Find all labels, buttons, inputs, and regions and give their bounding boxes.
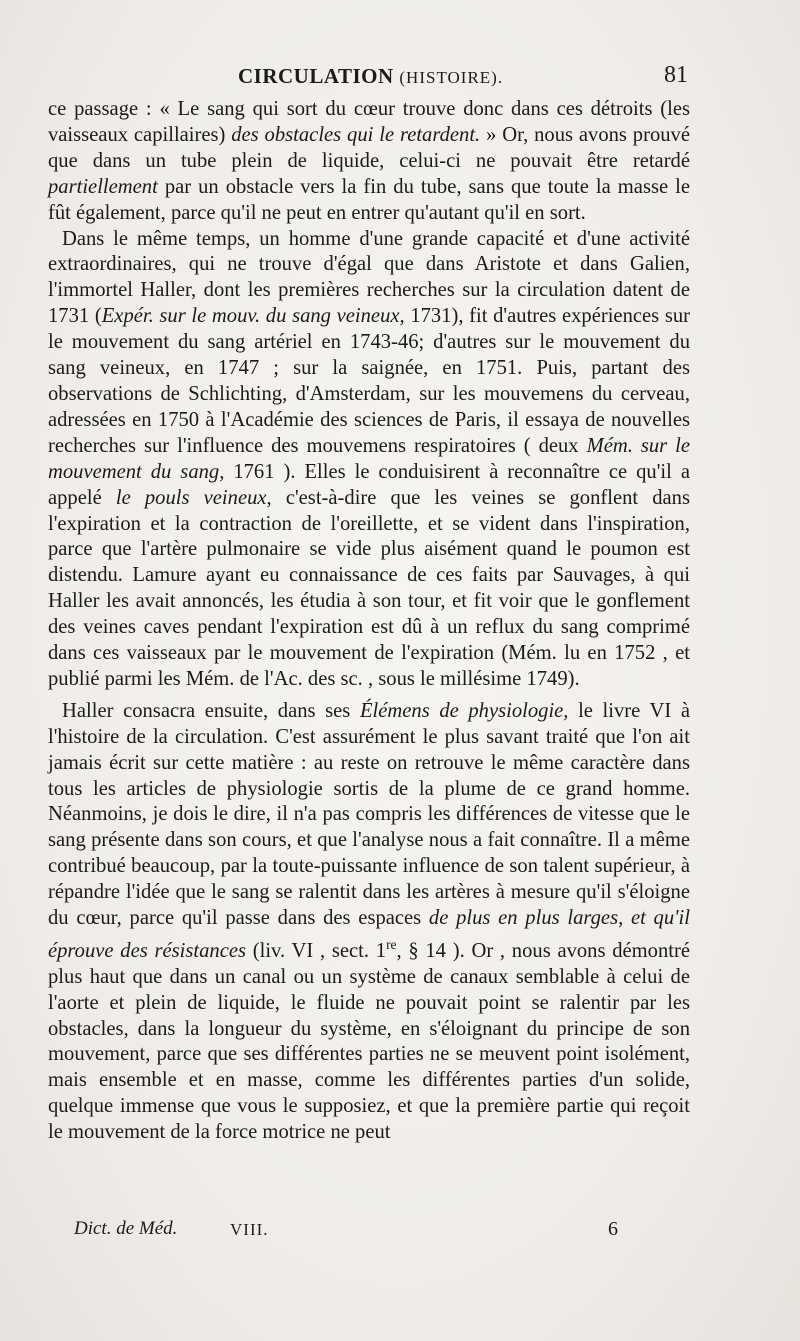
text-segment: le livre VI à l'histoire de la circulation. C'est assurément le plus savant traité que l'on ait jamais écrit sur cette matière : au reste on retrouve le même caractère dans tous les articles de physiologie sortis de la plume de ce grand homme. Néanmoins, je dois le dire, il n'a pas compris les différences de vitesse que le sang présente dans son cours, et que l'analyse nous a fait connaître. Il a même contribué beaucoup, par la toute-puissante influence de son talent supérieur, à répandre l'idée que le sang se ralentit dans les artères à mesure qu'il s'éloigne du cœur, parce qu'il passe dans des espaces [48, 699, 691, 930]
running-title-main: CIRCULATION [238, 64, 394, 88]
text-segment: par un obstacle vers la fin du tube, sans que toute la masse le fût également, parce qu'il ne peut en entrer qu'autant qu'il en sort. [48, 175, 690, 224]
text-segment: 1761 ). Elles le conduisirent à reconnaître ce qu'il a appelé [48, 460, 690, 509]
page-footer [48, 1218, 690, 1248]
text-segment: (liv. VI , sect. 1 [246, 939, 387, 962]
running-title [238, 64, 503, 89]
text-segment: Élémens de physiologie, [359, 699, 569, 722]
paragraph-3 [48, 699, 690, 1146]
text-segment: ce passage : « Le sang qui sort du cœur trouve donc dans ces détroits (les vaisseaux capillaires) [48, 98, 690, 146]
footer-volume: VIII. [230, 1220, 269, 1239]
text-segment: des obstacles qui le retardent. [231, 123, 481, 146]
text-segment: » Or, nous avons prouvé que dans un tube plein de liquide, celui-ci ne pouvait être retardé [48, 123, 690, 172]
text-segment: partiellement [48, 175, 158, 198]
paragraph-2 [48, 227, 690, 693]
body-text [48, 97, 690, 1146]
text-segment: re [386, 937, 397, 952]
text-segment: , c'est-à-dire que les veines se gonflent dans l'expiration et la contraction de l'oreillette, et se vident dans l'inspiration, parce que l'artère pulmonaire se vide plus aisément quand le poumon est distendu. Lamure ayant eu connaissance de ces faits par Sauvages, à qui Haller les avait annoncés, les étudia à son tour, et fit voir que le gonflement des veines caves pendant l'expiration est dû à un reflux du sang comprimé dans ces vaisseaux par le mouvement de l'expiration (Mém. lu en 1752 , et publié parmi les Mém. de l'Ac. des sc. , sous le millésime 1749). [48, 486, 690, 690]
text-segment: de plus en plus larges, et qu'il éprouve des résistances [48, 907, 690, 962]
text-segment: Dans le même temps, un homme d'une grande capacité et d'une activité extraordinaires, qui ne trouve d'égal que dans Aristote et dans Galien, l'immortel Haller, dont les premières recherches sur la circulation datent de 1731 ( [48, 227, 690, 328]
text-segment: Haller consacra ensuite, dans ses [62, 699, 360, 722]
text-segment: , § 14 ). Or , nous avons démontré plus haut que dans un canal ou un système de canaux semblable à celui de l'aorte et plein de liquide, le fluide ne pouvait point se ralentir par les obstacles, dans la longueur du système, en s'éloignant du principe de son mouvement, parce que ses différentes parties ne se meuvent point isolément, mais ensemble et en masse, comme les différentes parties d'un solide, quelque immense que vous le supposiez, et que la première partie qui reçoit le mouvement de la force motrice ne peut [48, 939, 690, 1144]
page-number: 81 [664, 62, 688, 88]
running-header [48, 62, 688, 98]
footer-signature: Dict. de Méd. [74, 1218, 178, 1239]
paragraph-1 [48, 97, 690, 227]
text-segment: 1731), fit d'autres expériences sur le mouvement du sang artériel en 1743-46; d'autres sur le mouvement du sang veineux, en 1747 ; sur la saignée, en 1751. Puis, partant des observations de Schlichting, d'Amsterdam, sur les mouvemens du cerveau, adressées en 1750 à l'Académie des sciences de Paris, il essaya de nouvelles recherches sur l'influence des mouvemens respiratoires ( deux [48, 305, 690, 457]
running-title-sub: (HISTOIRE). [399, 68, 504, 87]
text-segment: Expér. sur le mouv. du sang veineux, [101, 305, 405, 328]
footer-sheet-number: 6 [608, 1218, 618, 1240]
text-segment: le pouls veineux [115, 486, 267, 509]
text-segment: Mém. sur le mouvement du sang, [48, 434, 690, 483]
